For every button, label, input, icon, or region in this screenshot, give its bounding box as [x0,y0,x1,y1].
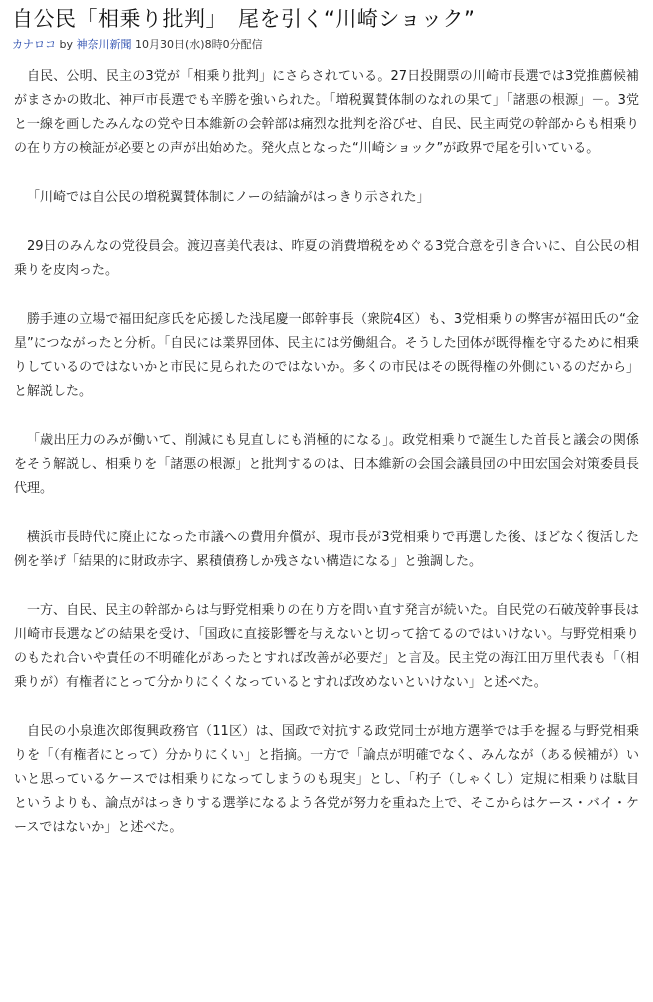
article-body [12,65,643,840]
article-paragraph: 自民、公明、民主の3党が「相乗り批判」にさらされている。27日投開票の川崎市長選では3党推薦候補がまさかの敗北、神戸市長選でも辛勝を強いられた。「増税翼賛体制のなれの果て」「諸悪の根源」－。3党と一線を画したみんなの党や日本維新の会幹部は痛烈な批判を浴びせ、自民、民主両党の幹部からも相乗りの在り方の検証が必要との声が出始めた。発火点となった“川崎ショック”が政界で尾を引いている。 [14,69,639,156]
article-paragraph: 29日のみんなの党役員会。渡辺喜美代表は、昨夏の消費増税をめぐる3党合意を引き合いに、自公民の相乗りを皮肉った。 [14,239,639,278]
site-link[interactable]: カナロコ [12,38,56,51]
source-link[interactable]: 神奈川新聞 [76,38,132,51]
publish-datetime: 10月30日(水)8時0分配信 [135,38,263,51]
article-paragraph: 「歳出圧力のみが働いて、削減にも見直しにも消極的になる」。政党相乗りで誕生した首長と議会の関係をそう解説し、相乗りを「諸悪の根源」と批判するのは、日本維新の会国会議員団の中田宏国会対策委員長代理。 [14,433,639,496]
article-paragraph: 横浜市長時代に廃止になった市議への費用弁償が、現市長が3党相乗りで再選した後、ほどなく復活した例を挙げ「結果的に財政赤字、累積債務しか残さない構造になる」と強調した。 [14,530,639,569]
article-paragraph: 「川崎では自公民の増税翼賛体制にノーの結論がはっきり示された」 [27,190,430,205]
article-paragraph: 一方、自民、民主の幹部からは与野党相乗りの在り方を問い直す発言が続いた。自民党の石破茂幹事長は川崎市長選などの結果を受け、「国政に直接影響を与えないと切って捨てるのではいけない。与野党相乗りのもたれ合いや責任の不明確化があったとすれば改善が必要だ」と言及。民主党の海江田万里代表も「（相乗りが）有権者にとって分かりにくくなっているとすれば改めないといけない」と述べた。 [14,603,639,690]
article-paragraph: 勝手連の立場で福田紀彦氏を応援した浅尾慶一郎幹事長（衆院4区）も、3党相乗りの弊害が福田氏の“金星”につながったと分析。「自民には業界団体、民主には労働組合。そうした団体が既得権を守るために相乗りしているのではないかと市民に見られたのではないか。多くの市民はその既得権の外側にいるのだから」と解説した。 [14,312,639,399]
article-paragraph: 自民の小泉進次郎復興政務官（11区）は、国政で対抗する政党同士が地方選挙では手を握る与野党相乗りを「（有権者にとって）分かりにくい」と指摘。一方で「論点が明確でなく、みんなが（ある候補が）いいと思っているケースでは相乗りになってしまうのも現実」とし、「杓子（しゃくし）定規に相乗りは駄目というよりも、論点がはっきりする選挙になるよう各党が努力を重ねた上で、そこからはケース・バイ・ケースではないか」と述べた。 [14,724,639,835]
article-headline: 自公民「相乗り批判」 尾を引く“川崎ショック” [12,7,476,31]
byline-by: by [59,38,73,51]
byline [12,36,643,54]
